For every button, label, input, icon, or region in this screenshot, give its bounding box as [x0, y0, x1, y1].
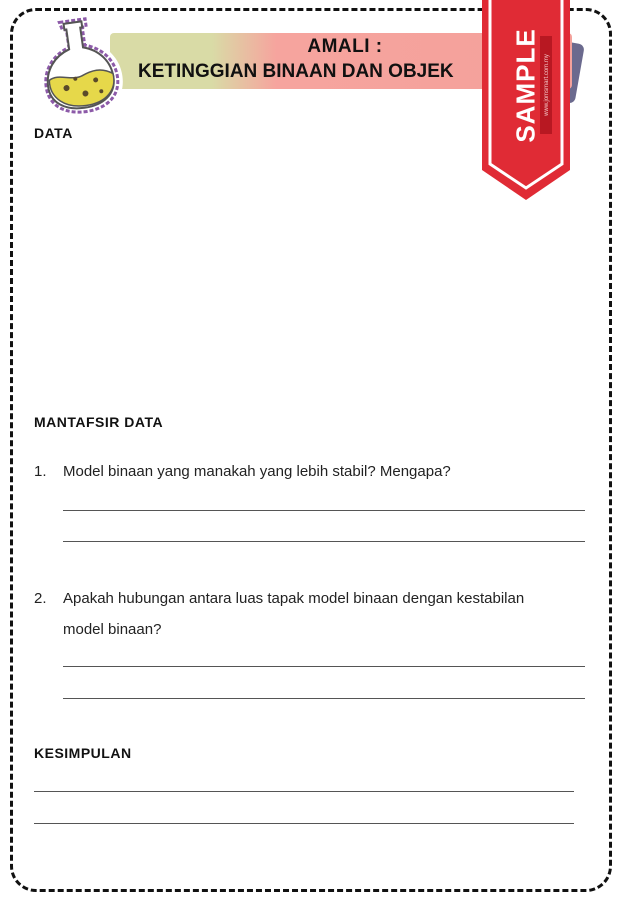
answer-line[interactable] — [34, 823, 574, 824]
answer-line[interactable] — [63, 541, 585, 542]
question-2-text-line-2: model binaan? — [63, 621, 162, 638]
answer-line[interactable] — [63, 698, 585, 699]
title-line-2: KETINGGIAN BINAAN DAN OBJEK — [138, 61, 454, 82]
watermark-text: SAMPLE — [510, 27, 541, 143]
question-2-number: 2. — [34, 590, 47, 607]
answer-line[interactable] — [63, 510, 585, 511]
answer-line[interactable] — [34, 791, 574, 792]
section-interpretation-title: MANTAFSIR DATA — [34, 414, 164, 430]
section-conclusion-title: KESIMPULAN — [34, 745, 132, 761]
question-1-number: 1. — [34, 463, 47, 480]
section-data-title: DATA — [34, 125, 73, 141]
watermark-subtext: www.jomsmart.com.my — [544, 54, 551, 116]
flask-icon — [36, 14, 124, 114]
title-line-1: AMALI : — [307, 36, 383, 57]
question-1-text: Model binaan yang manakah yang lebih stabil? Mengapa? — [63, 463, 451, 480]
answer-line[interactable] — [63, 666, 585, 667]
question-2-text-line-1: Apakah hubungan antara luas tapak model binaan dengan kestabilan — [63, 590, 525, 607]
